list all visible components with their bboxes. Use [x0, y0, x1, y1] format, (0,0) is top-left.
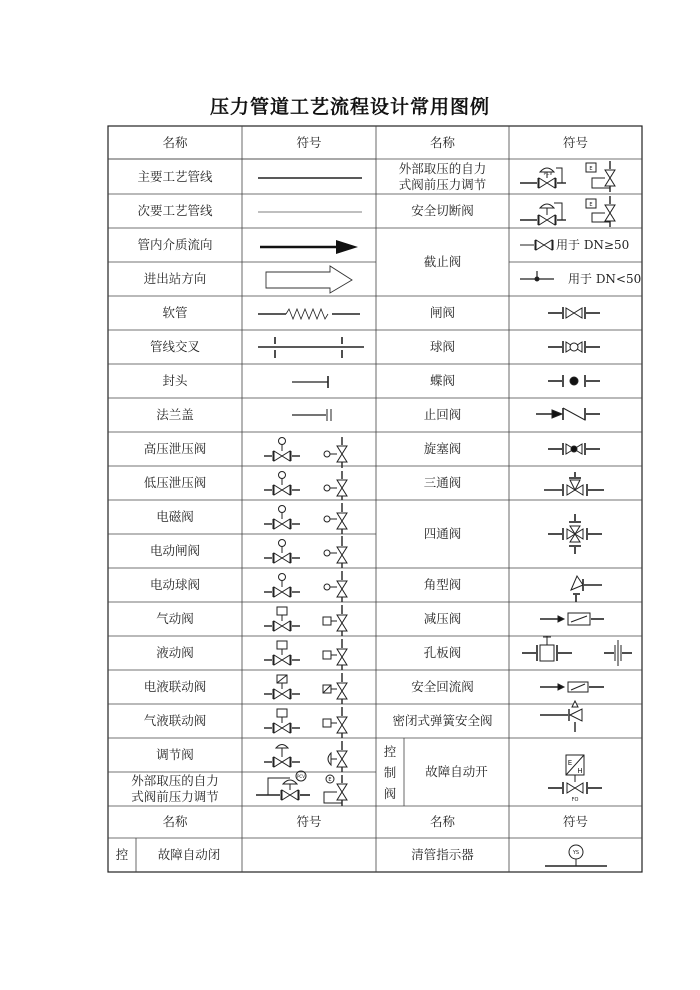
globe-note-small: 用于 DN<50	[568, 272, 642, 286]
left-item: 主要工艺管线	[137, 168, 213, 184]
low-relief-valve-symbol	[264, 471, 347, 500]
left-item: 低压泄压阀	[143, 475, 207, 490]
safety-return-valve-symbol	[540, 682, 604, 692]
left-item: 软管	[162, 305, 188, 320]
reg-valve-tag: PCV	[297, 774, 305, 779]
left-item: 次要工艺管线	[137, 203, 213, 218]
left-item: 高压泄压阀	[143, 441, 207, 456]
right-item: 密闭式弹簧安全阀	[392, 713, 493, 728]
left-item: 电动闸阀	[149, 543, 200, 558]
safety-cutoff-tag: E	[589, 202, 593, 208]
bottom-prefix: 控	[115, 847, 129, 862]
globe-note-large: 用于 DN≥50	[556, 238, 630, 252]
plug-valve-symbol	[548, 443, 600, 455]
header-name-2: 名称	[429, 134, 455, 150]
fail-open-label-e: E	[567, 759, 573, 767]
right-item: 止回阀	[423, 407, 462, 422]
header-name-1: 名称	[162, 134, 188, 150]
end-cap-symbol	[292, 376, 328, 388]
left-item: 气液联动阀	[143, 713, 207, 728]
left-item: 电磁阀	[156, 509, 194, 524]
left-item: 外部取压的自力 式阀前压力调节	[131, 773, 219, 804]
fail-open-label-fo: FO	[571, 797, 579, 803]
safety-cutoff-valve-symbol	[520, 196, 615, 227]
page-title: 压力管道工艺流程设计常用图例	[209, 96, 490, 118]
reg-right-pcv: E	[589, 166, 593, 172]
right-item: 三通阀	[423, 475, 462, 490]
footer-header-symbol-1: 符号	[296, 814, 322, 829]
footer-header-name-1: 名称	[162, 814, 188, 829]
blind-flange-symbol	[292, 409, 331, 421]
left-item: 电液联动阀	[143, 679, 207, 694]
left-item: 封头	[162, 373, 188, 388]
right-item: 安全切断阀	[411, 203, 474, 218]
right-item: 故障自动开	[425, 764, 488, 779]
four-way-valve-symbol	[548, 514, 602, 554]
fail-open-label-h: H	[577, 767, 583, 775]
left-item: 进出站方向	[143, 271, 207, 286]
left-item: 管内介质流向	[137, 237, 213, 252]
left-item: 电动球阀	[149, 577, 200, 592]
right-item: 四通阀	[423, 526, 462, 541]
right-item: 球阀	[429, 339, 455, 354]
control-valve-symbol	[264, 741, 347, 772]
header-symbol-1: 符号	[296, 134, 322, 150]
pcv-tag: E	[328, 777, 332, 783]
globe-valve-large-symbol	[520, 240, 553, 250]
angle-valve-symbol	[571, 576, 602, 602]
header-symbol-2: 符号	[562, 134, 588, 150]
bottom-left-name: 故障自动闭	[157, 847, 221, 862]
butterfly-valve-symbol	[548, 375, 600, 387]
ball-valve-symbol	[548, 341, 600, 353]
pig-indicator-label: YS	[572, 850, 580, 856]
control-valve-label: 控 制 阀	[383, 743, 397, 801]
three-way-valve-symbol	[544, 472, 604, 496]
gas-hydraulic-valve-symbol	[264, 707, 347, 738]
footer-header-name-2: 名称	[429, 814, 455, 829]
pneumatic-valve-symbol	[264, 605, 347, 636]
right-item: 角型阀	[423, 577, 462, 592]
orifice-valve-symbol	[522, 636, 632, 666]
motor-gate-valve-symbol	[264, 536, 347, 568]
footer-header-symbol-2: 符号	[562, 814, 588, 829]
fail-open-valve-symbol	[548, 755, 602, 794]
high-relief-valve-symbol	[264, 437, 347, 468]
electro-hydraulic-valve-symbol	[264, 673, 347, 704]
pipe-crossing-symbol	[258, 337, 364, 358]
bottom-right-name: 清管指示器	[411, 847, 474, 862]
right-item: 蝶阀	[429, 373, 455, 388]
solenoid-valve-symbol	[264, 503, 347, 534]
spring-safety-valve-symbol	[540, 701, 582, 732]
right-item: 减压阀	[423, 611, 462, 626]
right-item: 孔板阀	[423, 645, 462, 660]
hose-symbol	[258, 309, 360, 319]
right-item: 闸阀	[429, 305, 455, 320]
gate-valve-symbol	[548, 307, 600, 319]
pressure-regulator-right-symbol	[520, 161, 615, 192]
flow-direction-arrow-symbol	[260, 240, 358, 254]
reg-right-tag: PCV	[543, 172, 553, 177]
motor-ball-valve-symbol	[264, 571, 347, 602]
right-item: 安全回流阀	[411, 679, 474, 694]
globe-valve-small-symbol	[520, 271, 554, 281]
check-valve-symbol	[536, 408, 600, 420]
left-item: 气动阀	[156, 611, 194, 626]
left-item: 调节阀	[156, 747, 194, 762]
left-item: 液动阀	[156, 645, 194, 660]
left-item: 法兰盖	[156, 407, 194, 422]
right-item: 截止阀	[423, 254, 462, 269]
hydraulic-valve-symbol	[264, 639, 347, 670]
station-direction-arrow-symbol	[266, 266, 352, 293]
pressure-reducing-valve-symbol	[540, 613, 604, 625]
right-item: 旋塞阀	[423, 441, 462, 456]
left-item: 管线交叉	[149, 339, 200, 354]
right-item: 外部取压的自力 式阀前压力调节	[398, 160, 487, 192]
